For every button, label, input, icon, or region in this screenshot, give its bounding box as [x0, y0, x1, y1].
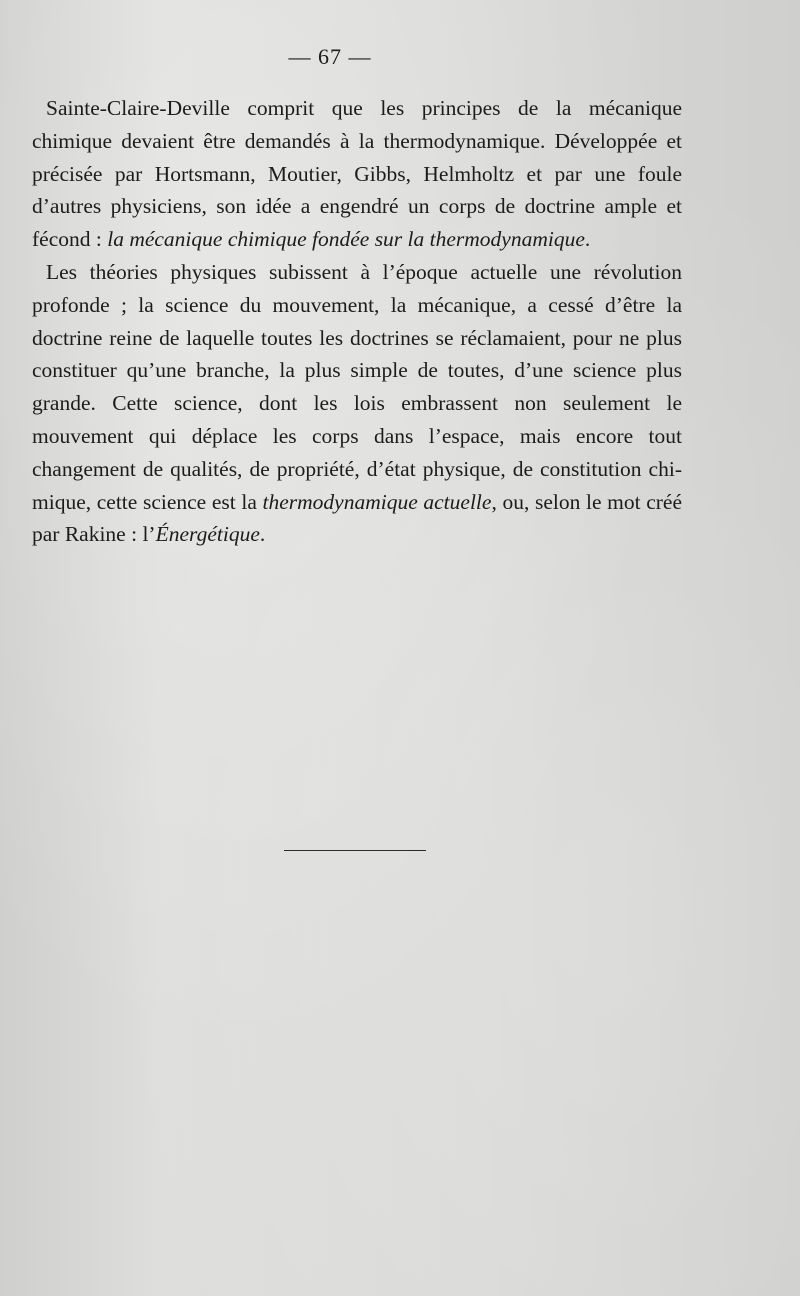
section-end-rule	[284, 850, 426, 851]
paragraph-1-italic-segment: la mécanique chimique fondée sur la thermodynamique	[107, 227, 585, 252]
paragraph-2-segment-1: Les théories physiques subissent à l’époque actuelle une révolution profonde ; la science du mouvement, la mécanique, a cessé d’être la doctrine reine de laquelle toutes les doctrines se réclamaient, pour ne plus constituer qu’une branche, la plus simple de toutes, d’une science plus grande. Cette science, dont les lois embrassent non seulement le mouvement qui déplace les corps dans l’espace, mais encore tout changement de qualités, de propriété, d’état physique, de constitution chimique, cette science est la	[32, 259, 682, 514]
paragraph-1	[32, 92, 682, 256]
paragraph-2	[32, 256, 682, 551]
body-text	[32, 92, 682, 551]
paragraph-2-segment-3: , ou, selon le mot créé par Rakine : l’	[32, 489, 682, 547]
page-number: — 67 —	[288, 44, 372, 69]
paragraph-2-italic-segment-1: thermodynamique actuelle	[262, 489, 492, 514]
paragraph-2-italic-segment-2: Énergétique	[155, 522, 260, 547]
paragraph-2-segment-5: .	[259, 522, 266, 547]
paragraph-1-segment-1: Sainte-Claire-Deville comprit que les principes de la mécanique chimique devaient être demandés à la thermodynamique. Développée et précisée par Hortsmann, Moutier, Gibbs, Helmholtz et par une foule d’autres physiciens, son idée a engendré un corps de doctrine ample et fécond :	[32, 96, 682, 252]
paragraph-1-segment-3: .	[584, 227, 591, 252]
